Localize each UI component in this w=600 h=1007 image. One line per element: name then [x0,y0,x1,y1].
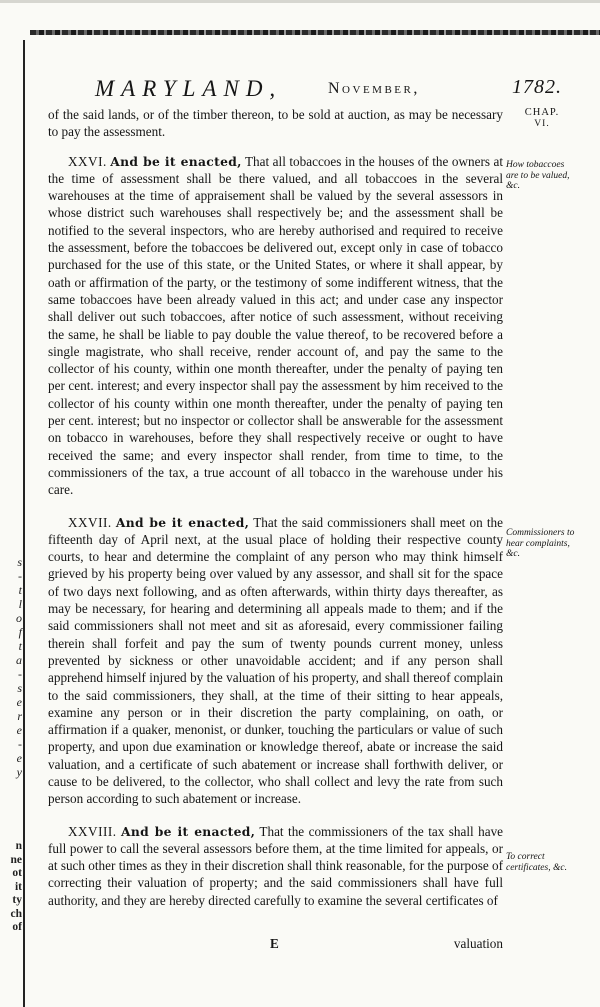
section-27-number: XXVII. [68,514,112,530]
gutter-fragment: n [15,840,22,852]
gutter-fragment: ty [12,894,22,906]
gutter-fragment: ch [10,907,22,920]
section-28-number: XXVIII. [68,823,117,839]
gutter-fragment: e [16,723,22,737]
gutter-fragment: f [18,625,22,639]
gutter-fragment: r [17,709,22,723]
scan-top-edge [0,0,600,44]
catchword: valuation [453,936,503,951]
margin-note-section-26: How tobaccoes are to be valued, &c. [506,160,570,191]
gutter-fragment: - [18,667,22,681]
margin-note-section-27: Commissioners to hear complaints, &c. [506,528,575,559]
section-28-text: That the commissioners of the tax shall have full power to call the several assessors before them, at the time limited for appeals, or at such other times as they in their discretion shall think reasonable, for the purpose of correcting their valuation of property; and the said commissioners shall have full authority, and they are hereby directed carefully to examine the several certificates of [48,823,504,908]
signature-mark: E [270,936,279,951]
section-27-text: That the said commissioners shall meet on the fifteenth day of April next, at the usual place of holding their respective county courts, to hear and determine the complaint of any person who may think himself grieved by his property being over valued by any assessor, and shall sit for the space of two days next following, and as often afterwards, within thirty days thereafter, as may be necessary, for hearing and determining all appeals made to them; and if the said commissioners shall not meet and sit as aforesaid, every commissioner failing therein shall forfeit and pay the sum of twenty pounds current money, unless prevented by sickness or other unavoidable accident; and if any person shall apprehend himself injured by the valuation of his property, and shall thereof complain to the said commissioners, they shall, at the time of their sitting to hear appeals, examine any person or in their discretion the party complaining, on oath, or affirmation if a quaker, menonist, or dunker, touching the particulars or value of such property, and upon due examination or knowledge thereof, abate or increase the said valuation, and a certificate of such abatement or increase shall forthwith deliver, or cause to be delivered, to the collector, who shall collect and levy the rate from such person according to such abatement or increase. [48,514,504,807]
binding-edge [23,40,25,1007]
gutter-fragment: a [16,653,22,667]
page-top-rule [30,30,600,35]
gutter-fragment: s [17,555,22,569]
section-26-enacting-clause: And be it enacted, [110,153,242,169]
gutter-fragment: o [16,611,22,625]
gutter-fragment: it [14,880,22,893]
gutter-fragment: t [18,639,22,653]
margin-note-section-28: To correct certificates, &c. [506,852,567,873]
gutter-fragment: y [16,765,22,779]
gutter-fragment: ot [12,867,22,879]
margin-chap-number: VI. [534,118,550,129]
section-26 [48,153,503,499]
section-27 [48,514,503,808]
gutter-fragment: of [12,921,22,933]
gutter-fragment: - [18,737,22,751]
page-footer [48,936,503,954]
margin-chapter [506,108,578,129]
running-head-month: November, [328,80,420,97]
section-28 [48,823,503,909]
gutter-fragment: s [17,681,22,695]
continuation-paragraph: of the said lands, or of the timber thereon, to be sold at auction, as may be necessary to pay the assessment. [48,107,503,140]
gutter-fragment: - [18,569,22,583]
gutter-fragment: ne [10,853,22,866]
gutter-fragment: t [18,583,22,597]
section-27-enacting-clause: And be it enacted, [115,514,250,530]
running-head-year: 1782. [512,76,562,98]
running-head-state: MARYLAND, [95,76,283,101]
margin-chap-label: CHAP. [524,107,560,118]
section-26-number: XXVI. [68,153,107,169]
section-28-enacting-clause: And be it enacted, [121,823,256,839]
running-head [95,76,580,102]
main-text-column [48,106,503,909]
facing-page-fragments-lower [0,840,22,935]
gutter-fragment: e [16,751,22,765]
gutter-fragment: e [16,695,22,709]
section-26-text: That all tobaccoes in the houses of the owners at the time of assessment shall be there valued, and all tobaccoes in the several warehouses at the time of appraisement shall be valued by the several assessors in whose district such warehouses shall respectively be; and the assessment shall be notified to the several inspectors, who are hereby authorised and required to receive the assessment, before the tobaccoes be delivered out, except only in case of tobacco purchased for the use of this state, or the United States, or where it shall appear, by oath or affirmation of the party, or the testimony of some indifferent witness, that the same tobaccoes have been already valued in this act; and under case any inspector shall deliver out such tobaccoes, after notice of such assessment, without receiving the same, he shall be liable to pay double the value thereof, to be recovered before a single magistrate, who shall receive, render account of, and pay the same to the collector of his county, within one month thereafter, under the penalty of paying ten per cent. interest; and every inspector shall pay the assessment by him received to the collector of his county within one month thereafter, under the penalty of paying ten per cent. interest; but no inspector or collector shall be answerable for the assessment on tobacco in warehouses, before they shall respectively receive or ought to have received the same; and every inspector shall render, from time to time, to the commissioners of the tax, a true account of all tobacco in the warehouse under his care. [48,153,504,498]
gutter-fragment: l [18,597,22,611]
facing-page-fragments-upper [0,555,22,779]
